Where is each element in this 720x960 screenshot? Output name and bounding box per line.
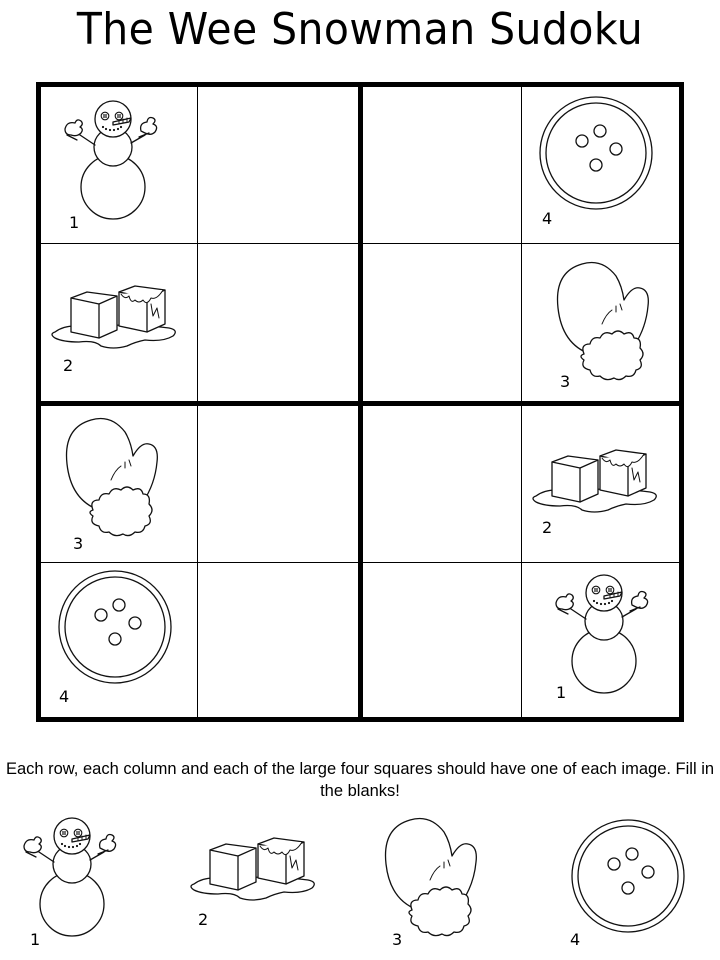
- cell-r4-c3[interactable]: [363, 563, 521, 717]
- mitten-icon: [378, 812, 478, 942]
- button-icon: [568, 816, 688, 936]
- key-number: 2: [198, 910, 209, 929]
- cell-number: 1: [69, 213, 80, 232]
- cell-number: 3: [73, 534, 84, 553]
- ice-cubes-icon: [188, 832, 318, 902]
- ice-cubes-icon: [49, 280, 179, 350]
- cell-number: 2: [63, 356, 74, 375]
- sudoku-grid: [36, 82, 684, 722]
- mitten-icon: [550, 256, 650, 386]
- snowman-icon: [53, 95, 173, 225]
- cell-number: 4: [59, 687, 70, 706]
- cell-r4-c4: [522, 563, 679, 717]
- cell-r3-c2[interactable]: [198, 406, 358, 562]
- key-number: 1: [30, 930, 41, 949]
- cell-number: 1: [556, 683, 567, 702]
- key-number: 3: [392, 930, 403, 949]
- cell-r3-c3[interactable]: [363, 406, 521, 562]
- cell-number: 3: [560, 372, 571, 391]
- cell-r4-c2[interactable]: [198, 563, 358, 717]
- button-icon: [55, 567, 175, 687]
- cell-r1-c4: [522, 87, 679, 243]
- key-item-button: [560, 816, 700, 952]
- snowman-icon: [544, 569, 664, 699]
- instructions-text: Each row, each column and each of the large four squares should have one of each image. Fill in the blanks!: [5, 760, 715, 800]
- cell-r3-c1: [41, 406, 197, 562]
- cell-r4-c1: [41, 563, 197, 717]
- cell-r1-c3[interactable]: [363, 87, 521, 243]
- cell-r2-c3[interactable]: [363, 244, 521, 401]
- key-number: 4: [570, 930, 581, 949]
- cell-r2-c2[interactable]: [198, 244, 358, 401]
- cell-r3-c4: [522, 406, 679, 562]
- snowman-icon: [12, 812, 132, 942]
- page-title: The Wee Snowman Sudoku: [76, 4, 644, 55]
- cell-number: 2: [542, 518, 553, 537]
- cell-r2-c1: [41, 244, 197, 401]
- cell-r1-c1: [41, 87, 197, 243]
- cell-r1-c2[interactable]: [198, 87, 358, 243]
- key-item-snowman: [12, 812, 142, 952]
- cell-r2-c4: [522, 244, 679, 401]
- key-item-mitten: [372, 812, 502, 952]
- key-item-ice-cubes: [182, 832, 322, 932]
- cell-number: 4: [542, 209, 553, 228]
- mitten-icon: [59, 412, 159, 542]
- ice-cubes-icon: [530, 444, 660, 514]
- button-icon: [536, 93, 656, 213]
